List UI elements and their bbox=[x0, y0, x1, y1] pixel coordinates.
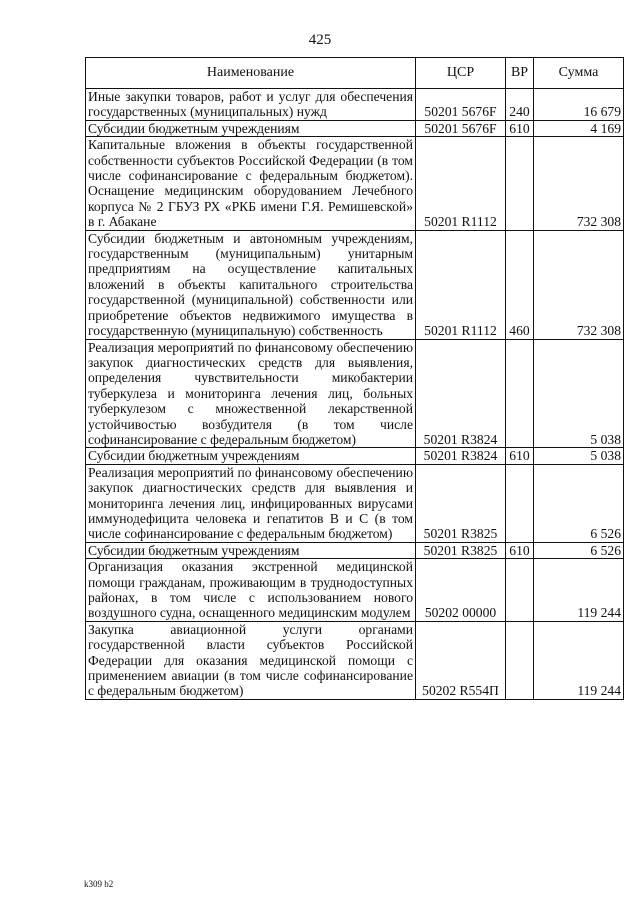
row-vr: 610 bbox=[506, 448, 534, 464]
row-csr: 50201 R1112 bbox=[416, 230, 506, 339]
row-name: Субсидии бюджетным и автономным учреждениям, государственным (муниципальным) унитарным предприятиям на осуществление капитальных вложений в объекты капитального строительства государственной (муниципальной) собственности или приобретение объектов недвижимого имущества в государственную (муниципальную) собственность bbox=[86, 230, 416, 339]
row-sum: 4 169 bbox=[534, 120, 624, 136]
row-name: Организация оказания экстренной медицинской помощи гражданам, проживающим в труднодоступных районах, в том числе с использованием нового воздушного судна, оснащенного медицинским модулем bbox=[86, 559, 416, 622]
table-row bbox=[86, 448, 624, 464]
footer-code: k309 b2 bbox=[84, 879, 114, 889]
row-sum: 6 526 bbox=[534, 464, 624, 542]
row-csr: 50201 5676F bbox=[416, 89, 506, 121]
row-sum: 5 038 bbox=[534, 448, 624, 464]
table-row bbox=[86, 542, 624, 558]
table-row bbox=[86, 89, 624, 121]
header-csr: ЦСР bbox=[416, 58, 506, 89]
table-header-row bbox=[86, 58, 624, 89]
row-vr: 610 bbox=[506, 542, 534, 558]
row-csr: 50202 00000 bbox=[416, 559, 506, 622]
row-sum: 5 038 bbox=[534, 339, 624, 448]
table-row bbox=[86, 339, 624, 448]
row-csr: 50201 R3825 bbox=[416, 464, 506, 542]
table-row bbox=[86, 464, 624, 542]
row-csr: 50202 R554П bbox=[416, 621, 506, 699]
row-name: Реализация мероприятий по финансовому обеспечению закупок диагностических средств для выявления и мониторинга лечения лиц, инфицированных вирусами иммунодефицита человека и гепатитов В и С (в том числе софинансирование с федеральным бюджетом) bbox=[86, 464, 416, 542]
row-csr: 50201 5676F bbox=[416, 120, 506, 136]
row-csr: 50201 R1112 bbox=[416, 137, 506, 230]
table-row bbox=[86, 621, 624, 699]
budget-table bbox=[85, 57, 624, 700]
row-sum: 119 244 bbox=[534, 621, 624, 699]
row-name: Субсидии бюджетным учреждениям bbox=[86, 542, 416, 558]
header-name: Наименование bbox=[86, 58, 416, 89]
row-vr: 460 bbox=[506, 230, 534, 339]
row-csr: 50201 R3825 bbox=[416, 542, 506, 558]
page-number: 425 bbox=[308, 32, 332, 48]
row-vr bbox=[506, 464, 534, 542]
row-sum: 732 308 bbox=[534, 230, 624, 339]
row-vr bbox=[506, 621, 534, 699]
row-sum: 119 244 bbox=[534, 559, 624, 622]
row-vr bbox=[506, 137, 534, 230]
row-vr bbox=[506, 339, 534, 448]
row-name: Капитальные вложения в объекты государственной собственности субъектов Российской Федерации (в том числе софинансирование с федеральным бюджетом). Оснащение медицинским оборудованием Лечебного корпуса № 2 ГБУЗ РХ «РКБ имени Г.Я. Ремишевской» в г. Абакане bbox=[86, 137, 416, 230]
header-vr: ВР bbox=[506, 58, 534, 89]
row-sum: 16 679 bbox=[534, 89, 624, 121]
row-vr: 240 bbox=[506, 89, 534, 121]
row-name: Закупка авиационной услуги органами государственной власти субъектов Российской Федерации для оказания медицинской помощи с применением авиации (в том числе софинансирование с федеральным бюджетом) bbox=[86, 621, 416, 699]
row-vr bbox=[506, 559, 534, 622]
table-row bbox=[86, 120, 624, 136]
row-sum: 6 526 bbox=[534, 542, 624, 558]
row-sum: 732 308 bbox=[534, 137, 624, 230]
row-csr: 50201 R3824 bbox=[416, 448, 506, 464]
row-csr: 50201 R3824 bbox=[416, 339, 506, 448]
table-row bbox=[86, 230, 624, 339]
row-name: Субсидии бюджетным учреждениям bbox=[86, 448, 416, 464]
row-vr: 610 bbox=[506, 120, 534, 136]
header-sum: Сумма bbox=[534, 58, 624, 89]
row-name: Иные закупки товаров, работ и услуг для обеспечения государственных (муниципальных) нужд bbox=[86, 89, 416, 121]
table-row bbox=[86, 137, 624, 230]
table-row bbox=[86, 559, 624, 622]
row-name: Реализация мероприятий по финансовому обеспечению закупок диагностических средств для выявления, определения чувствительности микобактерии туберкулеза и мониторинга лечения лиц, больных туберкулезом с множественной лекарственной устойчивостью возбудителя (в том числе софинансирование с федеральным бюджетом) bbox=[86, 339, 416, 448]
row-name: Субсидии бюджетным учреждениям bbox=[86, 120, 416, 136]
